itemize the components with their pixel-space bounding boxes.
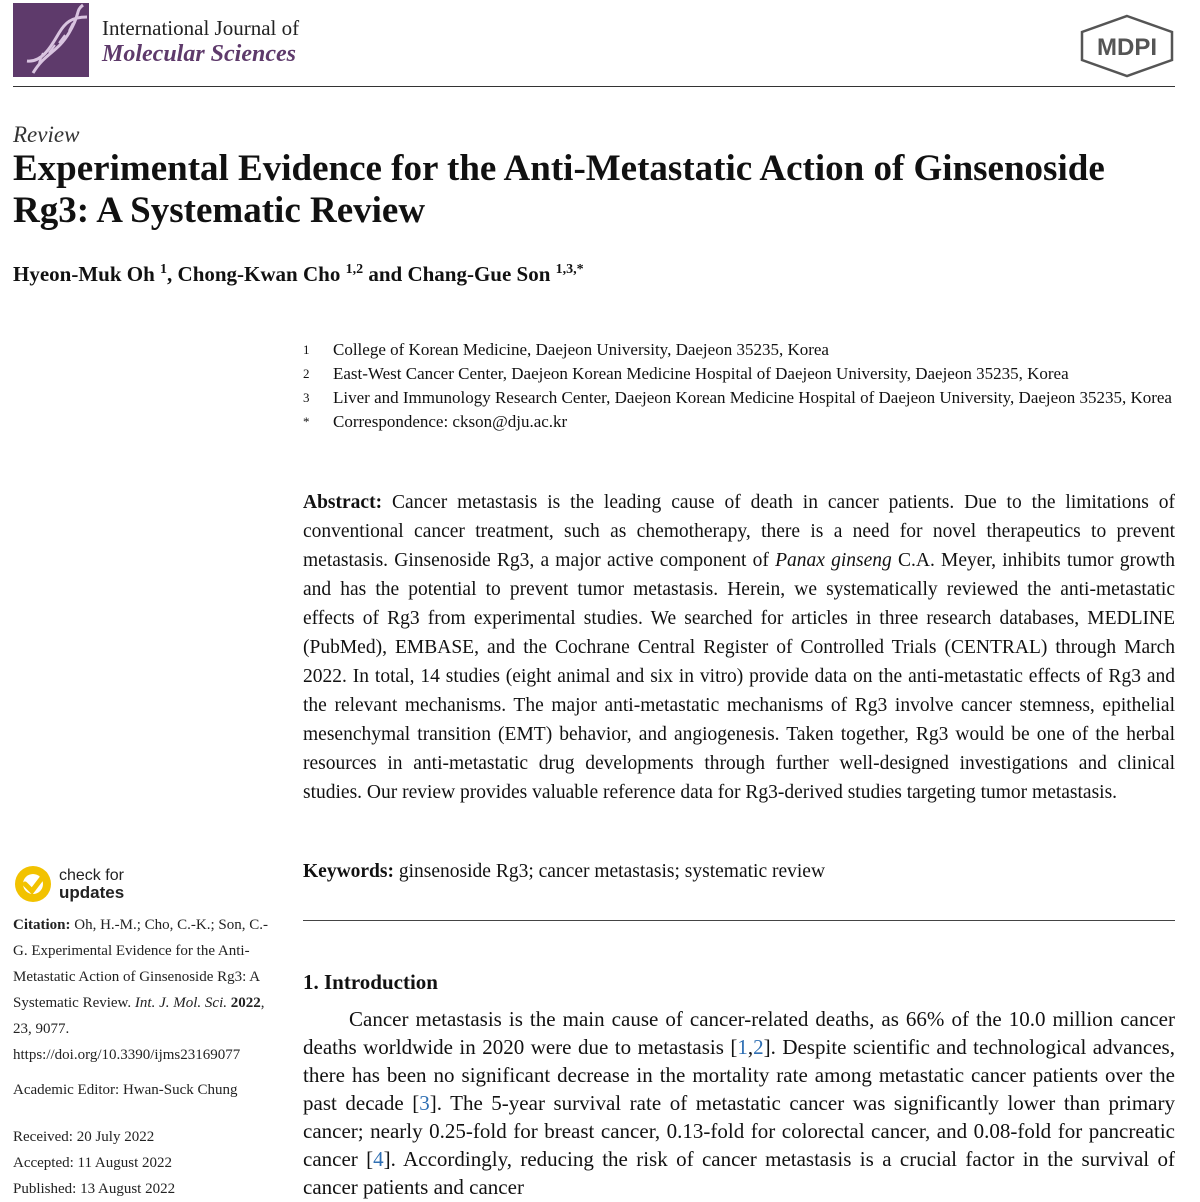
journal-name-line2: Molecular Sciences (102, 41, 296, 67)
affiliation-mark: 1 (303, 342, 310, 357)
citation-journal: Int. J. Mol. Sci. (134, 995, 227, 1011)
citation-link[interactable]: 4 (373, 1147, 384, 1171)
section-heading: 1. Introduction (303, 970, 438, 994)
affiliation-text: College of Korean Medicine, Daejeon University, Daejeon 35235, Korea (333, 340, 829, 359)
publication-dates (13, 1124, 281, 1202)
affiliation-mark: 3 (303, 390, 310, 405)
keywords-label: Keywords: (303, 861, 394, 882)
author-separator: , (167, 262, 178, 286)
article-title: Experimental Evidence for the Anti-Metastatic Action of Ginsenoside Rg3: A Systematic Review (13, 148, 1105, 231)
citation-link[interactable]: 1 (737, 1035, 748, 1059)
doi-link[interactable]: https://doi.org/10.3390/ijms23169077 (13, 1047, 241, 1063)
author-name[interactable]: Chong-Kwan Cho (177, 262, 341, 286)
affiliation-item (303, 386, 1183, 410)
abstract-text: Cancer metastasis is the leading cause of death in cancer patients. Due to the limitations of conventional cancer treatment, such as chemotherapy, there is a need for novel therapeutics to prevent metastasis. Ginsenoside Rg3, a major active component of (303, 492, 1175, 571)
affiliation-text: East-West Cancer Center, Daejeon Korean Medicine Hospital of Daejeon University, Daejeon 35235, Korea (333, 364, 1069, 383)
citation-year: 2022 (230, 995, 261, 1011)
academic-editor: Academic Editor: Hwan-Suck Chung (13, 1082, 238, 1098)
article-type: Review (13, 122, 80, 147)
author-name[interactable]: Hyeon-Muk Oh (13, 262, 155, 286)
journal-logo (13, 3, 89, 77)
accepted-date: Accepted: 11 August 2022 (13, 1155, 173, 1171)
affiliation-item (303, 362, 1183, 386)
introduction-body (303, 1005, 1175, 1200)
citation-block (13, 912, 281, 1068)
citation-volume: , 23, 9077. (13, 995, 265, 1037)
author-affiliation-marks: 1,3,* (555, 262, 584, 277)
check-for-updates-badge[interactable] (13, 864, 124, 904)
author-separator: and (363, 262, 408, 286)
paragraph-text: ]. Despite scientific and technological advances, there has been no significant decrease in the mortality rate among metastatic cancer patients over the past decade [ (303, 1035, 1175, 1115)
keywords-text: ginsenoside Rg3; cancer metastasis; systematic review (398, 861, 826, 882)
author-list (13, 262, 584, 287)
citation-label: Citation: (13, 917, 71, 933)
paragraph (303, 1005, 1175, 1200)
publisher-hexagon-icon (1078, 14, 1176, 78)
check-updates-line1: check for (59, 867, 124, 884)
author-affiliation-marks: 1 (160, 262, 168, 277)
abstract-text: C.A. Meyer, inhibits tumor growth and has the potential to prevent tumor metastasis. Herein, we systematically reviewed the anti-metastatic effects of Rg3 from experimental studies. We searched for articles in three research databases, MEDLINE (PubMed), EMBASE, and the Cochrane Central Register of Controlled Trials (CENTRAL) through March 2022. In total, 14 studies (eight animal and six in vitro) provide data on the anti-metastatic effects of Rg3 and the relevant mechanisms. The major anti-metastatic mechanisms of Rg3 involve cancer stemness, epithelial mesenchymal transition (EMT) behavior, and angiogenesis. Taken together, Rg3 would be one of the herbal resources in anti-metastatic drug developments through further well-designed investigations and clinical studies. Our review provides valuable reference data for Rg3-derived studies targeting tumor metastasis. (303, 550, 1175, 803)
header-divider (13, 86, 1175, 87)
paragraph-text: Cancer metastasis is the main cause of cancer-related deaths, as 66% of the 10.0 million cancer deaths worldwide in 2020 were due to metastasis [ (303, 1007, 1175, 1059)
published-date: Published: 13 August 2022 (13, 1181, 176, 1197)
affiliation-mark: 2 (303, 366, 310, 381)
abstract (303, 488, 1175, 807)
mdpi-logo[interactable] (1078, 14, 1176, 78)
affiliation-item (303, 338, 1183, 362)
publisher-name: MDPI (1097, 34, 1157, 61)
keywords (303, 861, 1175, 883)
journal-name-line1: International Journal of (102, 16, 300, 40)
abstract-label: Abstract: (303, 492, 383, 513)
paragraph-text: ]. Accordingly, reducing the risk of cancer metastasis is a crucial factor in the survival of cancer patients and cancer (303, 1147, 1175, 1199)
citation-separator: , (747, 1035, 754, 1059)
section-divider (303, 920, 1175, 921)
paragraph-text: ]. The 5-year survival rate of metastatic cancer was significantly lower than primary cancer; nearly 0.25-fold for breast cancer, 0.13-fold for colorectal cancer, and 0.08-fold for pancreatic cancer [ (303, 1091, 1175, 1171)
affiliation-item (303, 410, 1183, 434)
affiliations (303, 338, 1183, 434)
affiliation-mark: * (303, 414, 310, 429)
author-affiliation-marks: 1,2 (345, 262, 364, 277)
check-updates-line2: updates (59, 883, 125, 902)
correspondence-text[interactable]: Correspondence: ckson@dju.ac.kr (333, 412, 568, 431)
author-name[interactable]: Chang-Gue Son (407, 262, 551, 286)
affiliation-text: Liver and Immunology Research Center, Daejeon Korean Medicine Hospital of Daejeon University, Daejeon 35235, Korea (333, 388, 1172, 407)
received-date: Received: 20 July 2022 (13, 1129, 155, 1145)
check-updates-icon (13, 864, 53, 904)
species-name: Panax ginseng (775, 550, 892, 571)
citation-link[interactable]: 3 (419, 1091, 430, 1115)
citation-link[interactable]: 2 (753, 1035, 764, 1059)
dna-helix-icon (13, 3, 89, 77)
citation-text: Oh, H.-M.; Cho, C.-K.; Son, C.-G. Experimental Evidence for the Anti-Metastatic Action of Ginsenoside Rg3: A Systematic Review. (13, 917, 269, 1011)
